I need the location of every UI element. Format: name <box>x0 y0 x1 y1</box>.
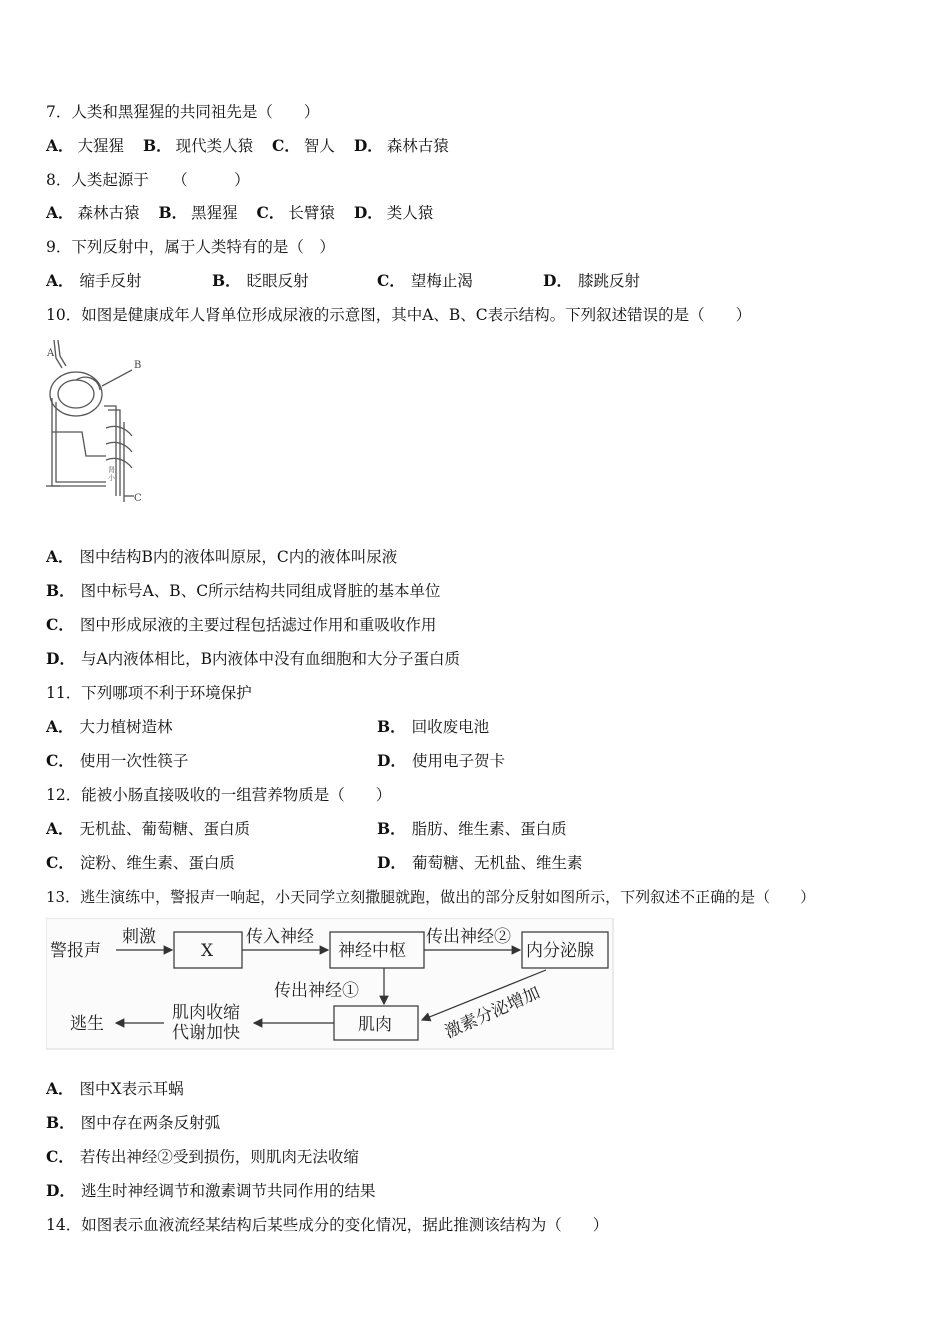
option-a[interactable]: A． 图中结构B内的液体叫原尿，C内的液体叫尿液 <box>46 547 398 566</box>
option-c[interactable]: C． 若传出神经②受到损伤，则肌肉无法收缩 <box>46 1147 359 1166</box>
option-d[interactable]: D． 逃生时神经调节和激素调节共同作用的结果 <box>46 1181 376 1200</box>
option-d[interactable]: D． 类人猿 <box>353 203 434 222</box>
stimulus-label: 刺激 <box>122 927 156 947</box>
option-a[interactable]: A． 无机盐、葡萄糖、蛋白质 <box>46 819 251 838</box>
option-a[interactable]: A． 图中X表示耳蜗 <box>46 1079 184 1098</box>
svg-text:肾: 肾 <box>108 466 115 474</box>
effect1-label: 肌肉收缩 <box>172 1003 240 1023</box>
reflex-diagram <box>46 918 614 1050</box>
option-d[interactable]: D． 膝跳反射 <box>543 271 640 290</box>
option-d[interactable]: D． 葡萄糖、无机盐、维生素 <box>377 853 583 872</box>
question-9-stem: 9．下列反射中，属于人类特有的是（ ） <box>46 238 335 256</box>
question-8-options <box>46 203 447 223</box>
hormone-label: 激素分泌增加 <box>441 982 544 1043</box>
option-b[interactable]: B． 图中存在两条反射弧 <box>46 1113 221 1132</box>
svg-text:小: 小 <box>108 474 115 482</box>
question-7-stem: 7．人类和黑猩猩的共同祖先是（ ） <box>46 103 320 121</box>
option-a[interactable]: A． 大力植树造林 <box>46 717 173 736</box>
option-c[interactable]: C． 图中形成尿液的主要过程包括滤过作用和重吸收作用 <box>46 615 437 634</box>
option-c[interactable]: C． 淀粉、维生素、蛋白质 <box>46 853 235 872</box>
option-c[interactable]: C． 使用一次性筷子 <box>46 751 189 770</box>
option-b[interactable]: B． 眨眼反射 <box>212 271 309 290</box>
center-label: 神经中枢 <box>338 941 406 961</box>
question-10-stem: 10．如图是健康成年人肾单位形成尿液的示意图，其中A、B、C表示结构。下列叙述错误的是（ ） <box>46 306 752 324</box>
alarm-label: 警报声 <box>50 941 101 961</box>
option-c[interactable]: C． 智人 <box>272 136 335 155</box>
label-b: B <box>134 360 142 371</box>
option-a[interactable]: A． 缩手反射 <box>46 271 142 290</box>
x-label: X <box>201 941 214 961</box>
afferent-label: 传入神经 <box>246 927 314 947</box>
option-c[interactable]: C． 望梅止渴 <box>377 271 473 290</box>
option-d[interactable]: D． 使用电子贺卡 <box>377 751 505 770</box>
option-b[interactable]: B． 图中标号A、B、C所示结构共同组成肾脏的基本单位 <box>46 581 441 600</box>
effect2-label: 代谢加快 <box>172 1023 240 1043</box>
question-14-stem: 14．如图表示血液流经某结构后某些成分的变化情况，据此推测该结构为（ ） <box>46 1216 609 1234</box>
option-b[interactable]: B． 回收废电池 <box>377 717 490 736</box>
option-c[interactable]: C． 长臂猿 <box>256 203 335 222</box>
option-b[interactable]: B． 脂肪、维生素、蛋白质 <box>377 819 567 838</box>
gland-label: 内分泌腺 <box>526 941 594 961</box>
option-d[interactable]: D． 与A内液体相比，B内液体中没有血细胞和大分子蛋白质 <box>46 649 461 668</box>
efferent1-label: 传出神经① <box>274 981 359 1001</box>
question-12-stem: 12．能被小肠直接吸收的一组营养物质是（ ） <box>46 786 392 804</box>
nephron-figure <box>46 336 146 516</box>
label-a: A <box>47 348 55 359</box>
question-8-stem: 8．人类起源于 （ ） <box>46 171 250 189</box>
question-13-stem: 13．逃生演练中，警报声一响起，小天同学立刻撒腿就跑，做出的部分反射如图所示，下列叙述不正确的是（ ） <box>46 888 816 906</box>
muscle-label: 肌肉 <box>358 1015 392 1035</box>
label-c: C <box>134 493 142 504</box>
option-b[interactable]: B． 黑猩猩 <box>158 203 238 222</box>
option-a[interactable]: A． 大猩猩 <box>46 136 125 155</box>
question-7-options <box>46 136 463 156</box>
option-a[interactable]: A． 森林古猿 <box>46 203 140 222</box>
question-11-stem: 11．下列哪项不利于环境保护 <box>46 684 252 702</box>
option-d[interactable]: D． 森林古猿 <box>353 136 449 155</box>
escape-label: 逃生 <box>70 1014 104 1034</box>
efferent2-label: 传出神经② <box>426 927 511 947</box>
option-b[interactable]: B． 现代类人猿 <box>142 136 254 155</box>
